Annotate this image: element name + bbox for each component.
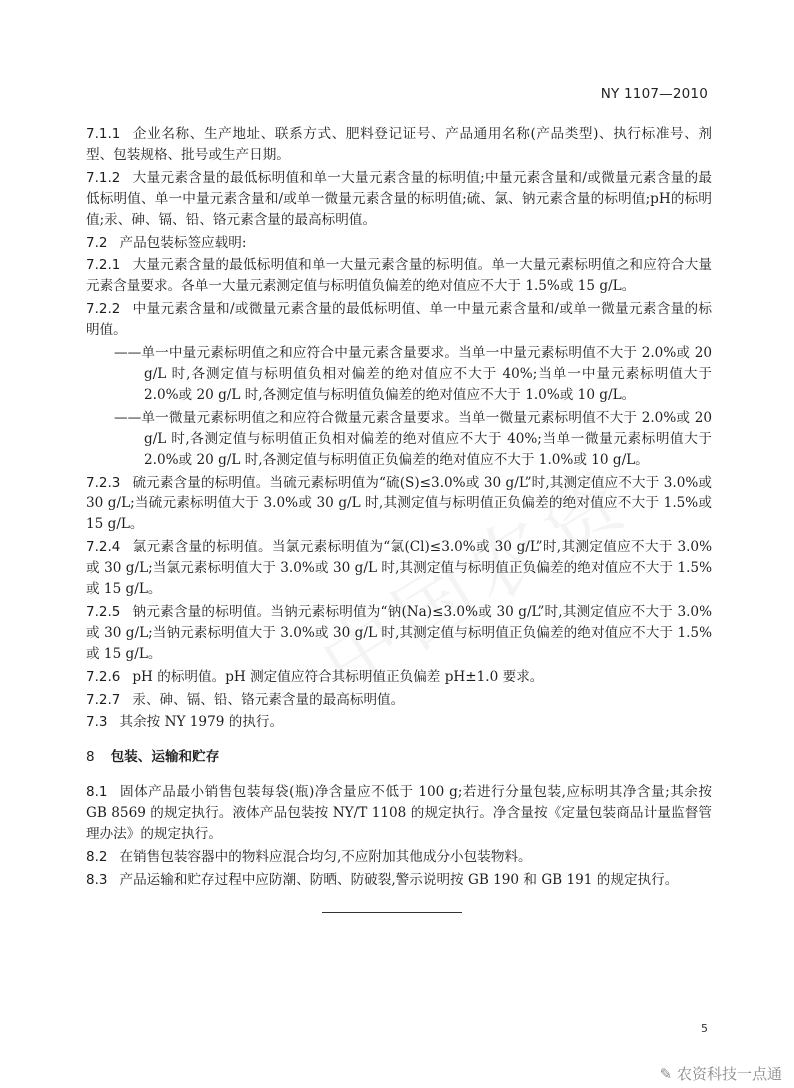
clause-text: 氯元素含量的标明值。当氯元素标明值为“氯(Cl)≤3.0%或 30 g/L”时,其测定值应不大于 3.0%或 30 g/L;当氯元素标明值大于 3.0%或 30 g/L 时,其测定值与标明值正负偏差的绝对值应不大于 1.5%或 15 g/L。	[86, 539, 712, 598]
clause-text: 企业名称、生产地址、联系方式、肥料登记证号、产品通用名称(产品类型)、执行标准号、剂型、包装规格、批号或生产日期。	[86, 126, 712, 163]
clause-7-2-5	[86, 602, 712, 665]
clause-number: 7.2.4	[86, 539, 121, 556]
section-number: 8	[86, 749, 95, 766]
clause-text: 中量元素含量和/或微量元素含量的最低标明值、单一中量元素含量和/或单一微量元素含量的标明值。	[86, 301, 712, 339]
clause-7-3	[86, 712, 712, 733]
dash-mark: ——	[114, 409, 142, 426]
clause-text: 钠元素含量的标明值。当钠元素标明值为“钠(Na)≤3.0%或 30 g/L”时,其测定值应不大于 3.0%或 30 g/L;当钠元素标明值大于 3.0%或 30 g/L 时,其测定值与标明值正负偏差的绝对值应不大于 1.5%或 15 g/L。	[86, 603, 712, 662]
clause-number: 7.2.5	[86, 603, 121, 620]
clause-7-2	[86, 233, 712, 254]
section-8-heading	[86, 747, 712, 768]
dash-text: 单一微量元素标明值之和应符合微量元素含量要求。当单一微量元素标明值不大于 2.0%或 20 g/L 时,各测定值与标明值正负相对偏差的绝对值应不大于 40%;当单一微量元素标明值大于 2.0%或 20 g/L 时,各测定值与标明值正负偏差的绝对值应不大于 1.0%或 10 g/L。	[141, 409, 712, 468]
clause-number: 7.2.6	[86, 668, 121, 685]
corner-logo: ✎ 农资科技一点通	[659, 1065, 782, 1083]
clause-number: 7.2.2	[86, 301, 121, 318]
clause-8-1	[86, 782, 712, 845]
clause-number: 8.2	[86, 849, 108, 865]
clause-text: 大量元素含量的最低标明值和单一大量元素含量的标明值。单一大量元素标明值之和应符合大量元素含量要求。各单一大量元素测定值与标明值负偏差的绝对值应不大于 1.5%或 15 g/L。	[86, 257, 712, 295]
clause-7-1-1	[86, 124, 712, 166]
clause-text: 大量元素含量的最低标明值和单一大量元素含量的标明值;中量元素含量和/或微量元素含量的最低标明值、单一中量元素含量和/或单一微量元素含量的标明值;硫、氯、钠元素含量的标明值;pH的标明值;汞、砷、镉、铅、铬元素含量的最高标明值。	[86, 169, 712, 228]
clause-7-2-7	[86, 690, 712, 711]
clause-7-2-6	[86, 667, 712, 688]
clause-text: 产品运输和贮存过程中应防潮、防晒、防破裂,警示说明按 GB 190 和 GB 191 的规定执行。	[119, 871, 679, 888]
clause-text: 硫元素含量的标明值。当硫元素标明值为“硫(S)≤3.0%或 30 g/L”时,其测定值应不大于 3.0%或 30 g/L;当硫元素标明值大于 3.0%或 30 g/L 时,其测定值与标明值正负偏差的绝对值应不大于 1.5%或 15 g/L。	[86, 474, 712, 533]
clause-7-2-1	[86, 255, 712, 297]
clause-number: 7.3	[86, 714, 108, 731]
end-divider	[322, 912, 462, 913]
section-title: 包装、运输和贮存	[110, 749, 220, 766]
clause-text: 产品包装标签应载明:	[119, 234, 247, 251]
clause-8-3	[86, 870, 712, 891]
clause-number: 7.2	[86, 234, 108, 251]
clause-7-2-4	[86, 537, 712, 600]
clause-number: 7.2.7	[86, 691, 121, 708]
clause-text: 固体产品最小销售包装每袋(瓶)净含量应不低于 100 g;若进行分量包装,应标明其净含量;其余按 GB 8569 的规定执行。液体产品包装按 NY/T 1108 的规定执行。净含量按《定量包装商品计量监督管理办法》的规定执行。	[86, 784, 712, 843]
clause-number: 7.2.1	[86, 257, 121, 274]
clause-text: 在销售包装容器中的物料应混合均匀,不应附加其他成分小包装物料。	[119, 849, 532, 865]
document-body	[86, 124, 712, 893]
dash-text: 单一中量元素标明值之和应符合中量元素含量要求。当单一中量元素标明值不大于 2.0%或 20 g/L 时,各测定值与标明值负相对偏差的绝对值应不大于 40%;当单一中量元素标明值大于 2.0%或 20 g/L 时,各测定值与标明值负偏差的绝对值应不大于 1.0%或 10 g/L。	[141, 345, 712, 403]
clause-text: pH 的标明值。pH 测定值应符合其标明值正负偏差 pH±1.0 要求。	[132, 668, 544, 685]
clause-number: 8.1	[86, 784, 108, 801]
clause-number: 7.2.3	[86, 474, 121, 491]
clause-text: 其余按 NY 1979 的执行。	[119, 714, 284, 731]
dash-item-micro-elements	[86, 408, 712, 471]
clause-8-2	[86, 847, 712, 868]
page-number: 5	[701, 1022, 708, 1035]
dash-item-secondary-elements	[86, 343, 712, 406]
clause-number: 7.1.1	[86, 126, 121, 142]
dash-mark: ——	[114, 345, 142, 362]
clause-7-2-3	[86, 473, 712, 536]
clause-number: 8.3	[86, 871, 108, 888]
clause-number: 7.1.2	[86, 169, 121, 186]
standard-code: NY 1107—2010	[600, 86, 708, 102]
clause-7-2-2	[86, 299, 712, 341]
clause-7-1-2	[86, 168, 712, 231]
clause-text: 汞、砷、镉、铅、铬元素含量的最高标明值。	[132, 691, 405, 708]
